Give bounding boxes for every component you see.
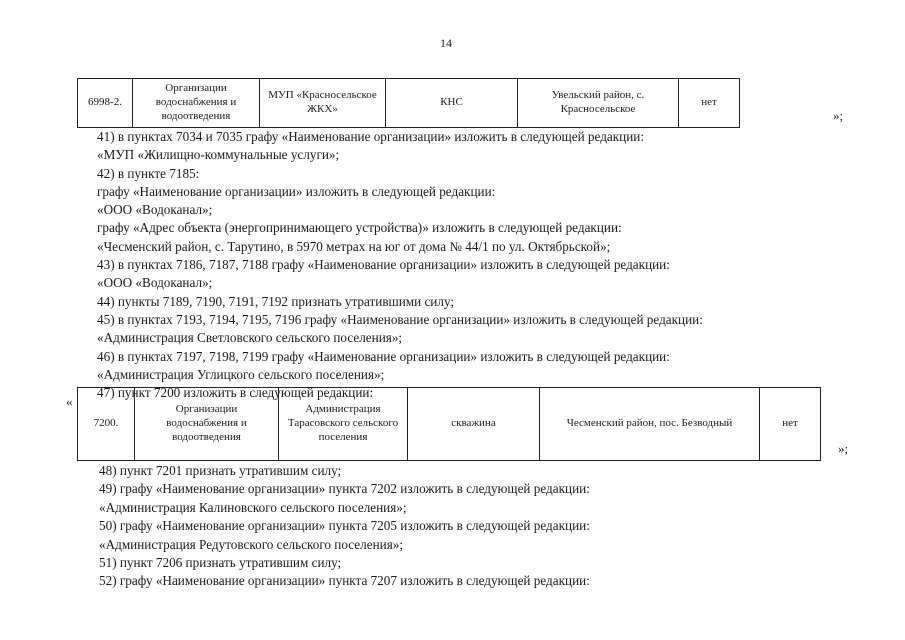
text-line: «Администрация Редутовского сельского поселения»; <box>99 536 404 552</box>
table-cell-object: КНС <box>386 79 518 128</box>
registry-table-row-7200 <box>77 387 821 461</box>
text-line: 46) в пунктах 7197, 7198, 7199 графу «Наименование организации» изложить в следующей редакции: <box>97 348 670 364</box>
table-cell-organization: Администрация Тарасовского сельского поселения <box>279 388 408 461</box>
text-line: «Чесменский район, с. Тарутино, в 5970 метрах на юг от дома № 44/1 по ул. Октябрьской»; <box>97 238 611 254</box>
table-cell-category: Организации водоснабжения и водоотведения <box>133 79 260 128</box>
text-line: графу «Адрес объекта (энергопринимающего устройства)» изложить в следующей редакции: <box>97 220 622 236</box>
table-cell-object: скважина <box>408 388 540 461</box>
text-line: «ООО «Водоканал»; <box>97 202 213 218</box>
table-cell-organization: МУП «Красносельское ЖКХ» <box>260 79 386 128</box>
text-line: «МУП «Жилищно-коммунальные услуги»; <box>97 147 340 163</box>
table-cell-address: Увельский район, с. Красносельское <box>518 79 679 128</box>
table-row <box>78 79 740 128</box>
text-line: 42) в пункте 7185: <box>97 165 200 181</box>
text-line: 52) графу «Наименование организации» пункта 7207 изложить в следующей редакции: <box>99 573 590 589</box>
text-line: «ООО «Водоканал»; <box>97 275 213 291</box>
text-line: 43) в пунктах 7186, 7187, 7188 графу «Наименование организации» изложить в следующей редакции: <box>97 257 670 273</box>
table-row <box>78 388 821 461</box>
amendment-text-block-1 <box>97 128 703 402</box>
table-cell-number: 7200. <box>78 388 135 461</box>
text-line: графу «Наименование организации» изложить в следующей редакции: <box>97 183 496 199</box>
closing-quote: »; <box>838 441 849 456</box>
text-line: 50) графу «Наименование организации» пункта 7205 изложить в следующей редакции: <box>99 518 590 534</box>
text-line: 51) пункт 7206 признать утратившим силу; <box>99 555 342 571</box>
text-line: «Администрация Калиновского сельского поселения»; <box>99 499 407 515</box>
text-line: 49) графу «Наименование организации» пункта 7202 изложить в следующей редакции: <box>99 481 590 497</box>
table-cell-number: 6998-2. <box>78 79 133 128</box>
text-line: 41) в пунктах 7034 и 7035 графу «Наименование организации» изложить в следующей редакции: <box>97 129 644 144</box>
table-cell-category: Организации водоснабжения и водоотведения <box>135 388 279 461</box>
opening-quote: « <box>66 394 73 409</box>
text-line: «Администрация Углицкого сельского поселения»; <box>97 366 385 382</box>
closing-quote: »; <box>833 108 844 123</box>
text-line: «Администрация Светловского сельского поселения»; <box>97 330 403 346</box>
text-line: 48) пункт 7201 признать утратившим силу; <box>99 463 342 478</box>
page-number: 14 <box>440 36 452 50</box>
text-line: 47) пункт 7200 изложить в следующей редакции: <box>97 385 374 401</box>
amendment-text-block-2 <box>99 462 590 591</box>
text-line: 45) в пунктах 7193, 7194, 7195, 7196 графу «Наименование организации» изложить в следующей редакции: <box>97 311 703 327</box>
text-line: 44) пункты 7189, 7190, 7191, 7192 признать утратившими силу; <box>97 293 455 309</box>
table-cell-flag: нет <box>760 388 821 461</box>
registry-table-row-6998-2 <box>77 78 740 128</box>
table-cell-flag: нет <box>679 79 740 128</box>
table-cell-address: Чесменский район, пос. Безводный <box>540 388 760 461</box>
